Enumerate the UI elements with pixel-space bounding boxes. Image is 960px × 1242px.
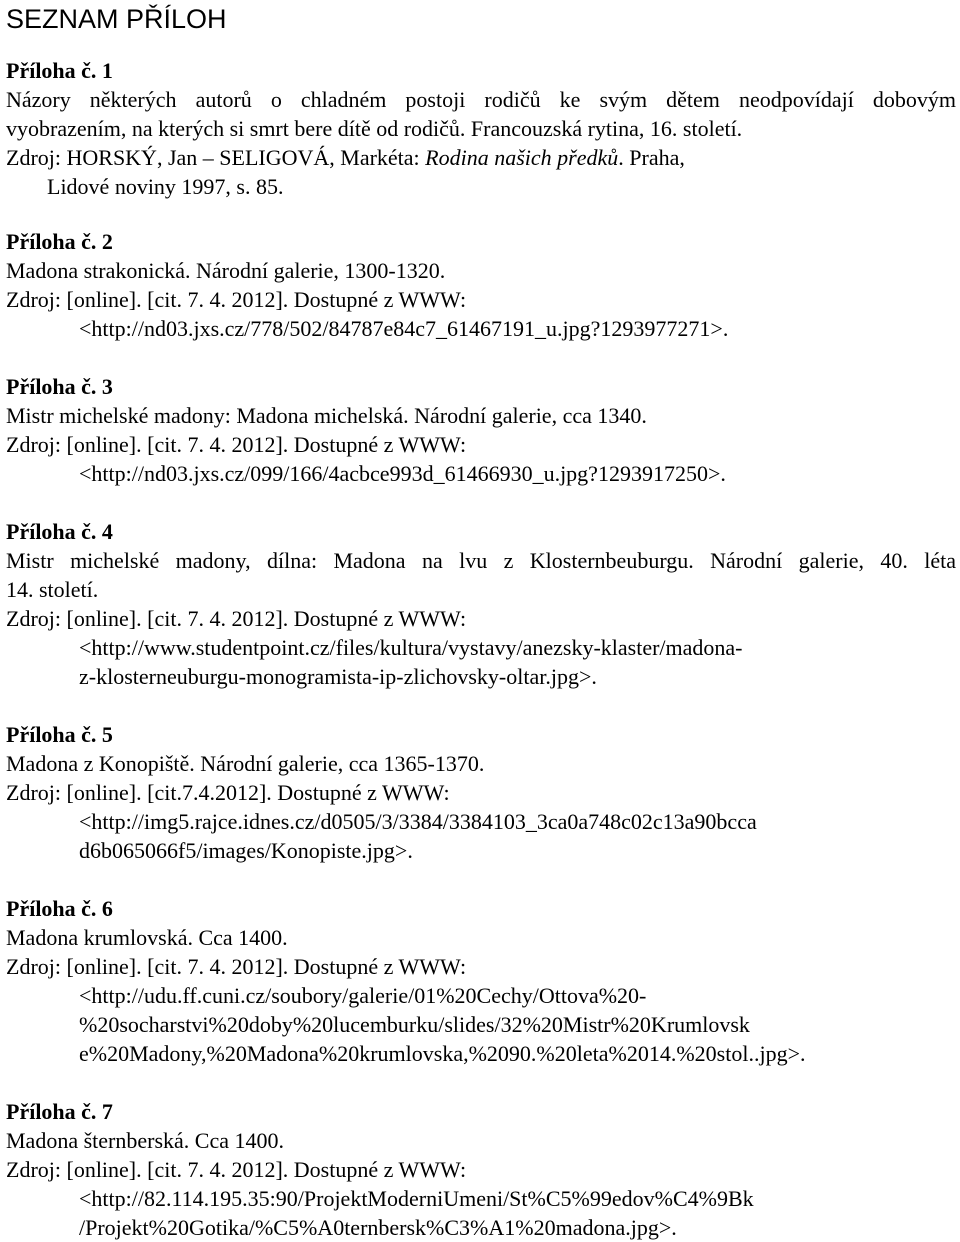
- source-url-cont: e%20Madony,%20Madona%20krumlovska,%2090.%20leta%2014.%20stol..jpg>.: [79, 1041, 806, 1066]
- appendix-1: [6, 56, 956, 201]
- appendix-heading: Příloha č. 5: [6, 722, 113, 747]
- appendix-description-cont: 14. století.: [6, 577, 99, 602]
- page-title: SEZNAM PŘÍLOH: [6, 4, 227, 34]
- appendix-heading: Příloha č. 1: [6, 58, 113, 83]
- source-url: <http://udu.ff.cuni.cz/soubory/galerie/01%20Cechy/Ottova%20-: [79, 983, 647, 1008]
- appendix-description: Madona krumlovská. Cca 1400.: [6, 925, 288, 950]
- appendix-description: Mistr michelské madony, dílna: Madona na lvu z Klosternbeuburgu. Národní galerie, 40. léta: [6, 548, 956, 573]
- appendix-2: [6, 227, 956, 343]
- source-url: <http://nd03.jxs.cz/099/166/4acbce993d_61466930_u.jpg?1293917250>.: [79, 461, 726, 486]
- appendix-3: [6, 372, 956, 488]
- source-url: <http://nd03.jxs.cz/778/502/84787e84c7_61467191_u.jpg?1293977271>.: [79, 316, 729, 341]
- appendix-description: Názory některých autorů o chladném postoji rodičů ke svým dětem neodpovídají dobovým: [6, 87, 956, 112]
- source-url: <http://www.studentpoint.cz/files/kultura/vystavy/anezsky-klaster/madona-: [79, 635, 743, 660]
- appendix-description: Mistr michelské madony: Madona michelská. Národní galerie, cca 1340.: [6, 403, 647, 428]
- appendix-heading: Příloha č. 2: [6, 229, 113, 254]
- appendix-source-cont: Lidové noviny 1997, s. 85.: [47, 174, 284, 199]
- appendix-source: Zdroj: HORSKÝ, Jan – SELIGOVÁ, Markéta: Rodina našich předků. Praha,: [6, 145, 685, 170]
- appendix-heading: Příloha č. 7: [6, 1099, 113, 1124]
- appendix-description: Madona šternberská. Cca 1400.: [6, 1128, 284, 1153]
- source-url-cont: %20socharstvi%20doby%20lucemburku/slides/32%20Mistr%20Krumlovsk: [79, 1012, 750, 1037]
- appendix-7: [6, 1097, 956, 1242]
- appendix-source: Zdroj: [online]. [cit. 7. 4. 2012]. Dostupné z WWW:: [6, 954, 467, 979]
- appendix-source: Zdroj: [online]. [cit. 7. 4. 2012]. Dostupné z WWW:: [6, 287, 467, 312]
- source-url: <http://img5.rajce.idnes.cz/d0505/3/3384/3384103_3ca0a748c02c13a90bcca: [79, 809, 757, 834]
- appendix-description: Madona z Konopiště. Národní galerie, cca 1365-1370.: [6, 751, 485, 776]
- appendix-heading: Příloha č. 3: [6, 374, 113, 399]
- appendix-heading: Příloha č. 4: [6, 519, 113, 544]
- book-title: Rodina našich předků: [425, 145, 619, 170]
- appendix-5: [6, 720, 956, 865]
- appendix-heading: Příloha č. 6: [6, 896, 113, 921]
- appendix-source: Zdroj: [online]. [cit.7.4.2012]. Dostupné z WWW:: [6, 780, 450, 805]
- appendix-description: Madona strakonická. Národní galerie, 1300-1320.: [6, 258, 446, 283]
- appendix-4: [6, 517, 956, 691]
- source-url-cont: d6b065066f5/images/Konopiste.jpg>.: [79, 838, 413, 863]
- source-url-cont: z-klosterneuburgu-monogramista-ip-zlichovsky-oltar.jpg>.: [79, 664, 597, 689]
- appendix-6: [6, 894, 956, 1068]
- appendix-source: Zdroj: [online]. [cit. 7. 4. 2012]. Dostupné z WWW:: [6, 1157, 467, 1182]
- source-url: <http://82.114.195.35:90/ProjektModerniUmeni/St%C5%99edov%C4%9Bk: [79, 1186, 754, 1211]
- appendix-source: Zdroj: [online]. [cit. 7. 4. 2012]. Dostupné z WWW:: [6, 606, 467, 631]
- appendix-source: Zdroj: [online]. [cit. 7. 4. 2012]. Dostupné z WWW:: [6, 432, 467, 457]
- source-url-cont: /Projekt%20Gotika/%C5%A0ternbersk%C3%A1%20madona.jpg>.: [79, 1215, 677, 1240]
- appendix-description-cont: vyobrazením, na kterých si smrt bere dítě od rodičů. Francouzská rytina, 16. století.: [6, 116, 743, 141]
